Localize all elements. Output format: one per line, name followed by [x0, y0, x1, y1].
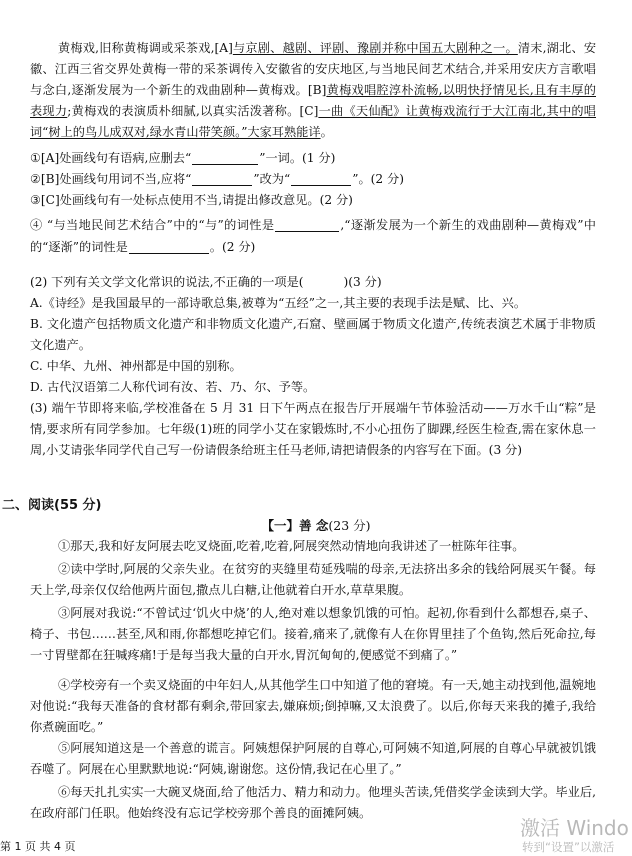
- underline-c: 一曲《天仙配》让黄梅戏流行于大江南北,其中的唱词“树上的鸟儿成双对,绿水青山带笑颜。”大家耳熟能详: [30, 104, 596, 139]
- passage-paragraph-4: ④学校旁有一个卖叉烧面的中年妇人,从其他学生口中知道了他的窘境。有一天,她主动找到他,温婉地对他说:“我每天准备的食材都有剩余,带回家去,嫌麻烦;倒掉嘛,又太浪费了。以后,你每天来我的摊子,我给你煮碗面吃。”: [30, 678, 596, 734]
- underline-a: 与京剧、越剧、评剧、豫剧并称中国五大剧种之一。: [232, 41, 518, 55]
- q2-option-b: B. 文化遗产包括物质文化遗产和非物质文化遗产,石窟、壁画属于物质文化遗产,传统表演艺术属于非物质文化遗产。: [30, 317, 596, 352]
- q2-stem: (2) 下列有关文学文化常识的说法,不正确的一项是( )(3 分): [30, 275, 382, 289]
- q2-option-d: D. 古代汉语第二人称代词有汝、若、乃、尔、予等。: [30, 380, 316, 394]
- q2-option-c: C. 中华、九州、神州都是中国的别称。: [30, 359, 242, 373]
- passage-title: 【一】善 念(23 分): [261, 518, 371, 533]
- intro-text-1: 黄梅戏,旧称黄梅调或采茶戏,[A]: [58, 41, 233, 55]
- passage-paragraph-5: ⑤阿展知道这是一个善意的谎言。阿姨想保护阿展的自尊心,可阿姨不知道,阿展的自尊心早就被饥饿吞噬了。阿展在心里默默地说:“阿姨,谢谢您。这份情,我记在心里了。”: [30, 741, 596, 776]
- intro-text-2: 清末,湖北、安徽、江西三省交界处黄梅一带的采茶调传入安徽省的安庆地区,与当地民间艺术结合,并采用安庆方言歌唱与念白,逐渐发展为一个新生的戏曲剧种—黄梅戏。[B]: [30, 41, 597, 97]
- intro-paragraph: [30, 38, 596, 143]
- intro-text-4: 。: [320, 125, 333, 139]
- answer-blank[interactable]: [275, 218, 339, 232]
- underline-b: 黄梅戏唱腔淳朴流畅,以明快抒情见长,且有丰厚的表现力: [30, 83, 596, 118]
- activation-watermark-title: 激活 Windo: [520, 816, 629, 840]
- q1-item-2: ②[B]处画线句用词不当,应将“ ”改为“ ”。(2 分): [30, 172, 404, 186]
- passage-paragraph-1: ①那天,我和好友阿展去吃叉烧面,吃着,吃着,阿展突然动情地向我讲述了一桩陈年往事。: [58, 539, 525, 553]
- passage-paragraph-6: ⑥每天扎扎实实一大碗叉烧面,给了他活力、精力和动力。他埋头苦读,凭借奖学金读到大学。毕业后,在政府部门任职。他始终没有忘记学校旁那个善良的面摊阿姨。: [30, 785, 596, 820]
- intro-text-3: ;黄梅戏的表演质朴细腻,以真实活泼著称。[C]: [67, 104, 319, 118]
- answer-blank[interactable]: [192, 151, 258, 165]
- activation-watermark-hint: 转到“设置”以激活: [522, 840, 615, 854]
- q3-paragraph: (3) 端午节即将来临,学校准备在 5 月 31 日下午两点在报告厅开展端午节体验活动——万水千山“粽”是情,要求所有同学参加。七年级(1)班的同学小艾在家锻炼时,不小心扭伤了脚踝,经医生检查,需在家休息一周,小艾请张华同学代自己写一份请假条给班主任马老师,请把请假条的内容写在下面。(3 分): [30, 401, 596, 457]
- q1-item-1: ①[A]处画线句有语病,应删去“ ”一词。(1 分): [30, 151, 336, 165]
- answer-blank[interactable]: [192, 172, 252, 186]
- passage-paragraph-3: ③阿展对我说:“不曾试过‘饥火中烧’的人,绝对难以想象饥饿的可怕。起初,你看到什么都想吞,桌子、椅子、书包……甚至,风和雨,你都想吃掉它们。接着,痛来了,就像有人在你胃里挂了个鱼钩,然后死命拉,每一寸胃壁都在狂喊疼痛!于是每当我大量的白开水,胃沉甸甸的,便感觉不到痛了。”: [30, 606, 596, 662]
- q1-item-4: ④ “与当地民间艺术结合”中的“与”的词性是 ,“逐渐发展为一个新生的戏曲剧种—黄梅戏”中的“逐渐”的词性是 。(2 分): [30, 218, 596, 254]
- q1-item-3: ③[C]处画线句有一处标点使用不当,请提出修改意见。(2 分): [30, 193, 353, 207]
- section-heading: 二、阅读(55 分): [2, 498, 102, 513]
- answer-blank[interactable]: [291, 172, 351, 186]
- q2-option-a: A.《诗经》是我国最早的一部诗歌总集,被尊为“五经”之一,其主要的表现手法是赋、比、兴。: [30, 296, 527, 310]
- passage-paragraph-2: ②读中学时,阿展的父亲失业。在贫穷的夹缝里苟延残喘的母亲,无法挤出多余的钱给阿展买午餐。每天上学,母亲仅仅给他两片面包,撒点儿白糖,让他就着白开水,草草果腹。: [30, 562, 596, 597]
- answer-blank[interactable]: [129, 240, 209, 254]
- page-footer: 第 1 页 共 4 页: [0, 840, 76, 853]
